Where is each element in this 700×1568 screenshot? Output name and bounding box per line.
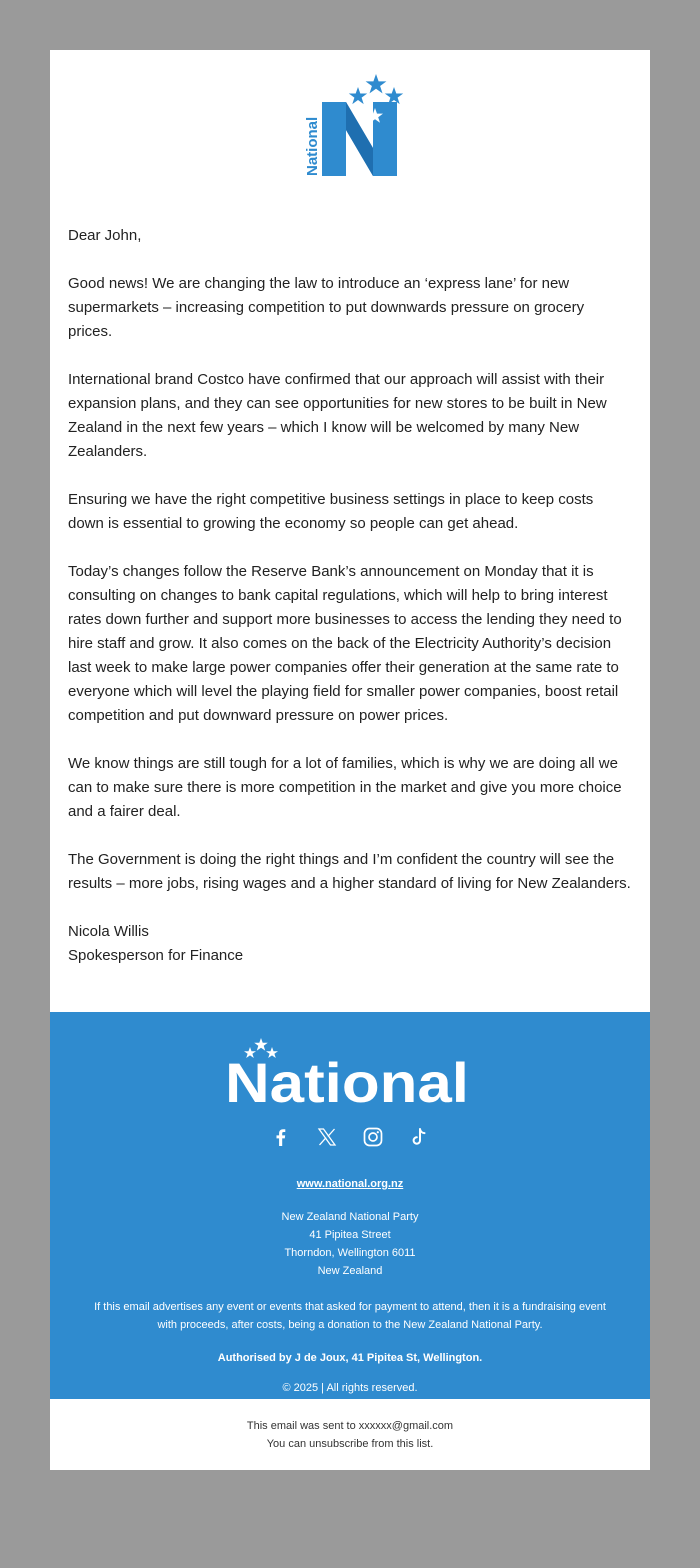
paragraph: We know things are still tough for a lot of families, which is why we are doing all we can to make sure there is more competition in the market and give you more choice and a fairer deal.: [68, 755, 622, 820]
fundraising-notice: If this email advertises any event or events that asked for payment to attend, then it is a fundraising event with proceeds, after costs, being a donation to the New Zealand National Party.: [94, 1301, 606, 1331]
sent-to-text: This email was sent to xxxxxx@gmail.com: [246, 1420, 454, 1432]
header-logo-area: [50, 50, 650, 190]
address-line: 41 Pipitea Street: [309, 1229, 391, 1241]
letter-body: [50, 190, 650, 1012]
paragraph: Today’s changes follow the Reserve Bank’s announcement on Monday that it is consulting on changes to bank capital regulations, which will help to bring interest rates down further and support more businesses to access the lending they need to hire staff and grow. It also comes on the back of the Electricity Authority’s decision last week to make large power companies offer their generation at the same rate to everyone which will level the playing field for smaller power companies, boost retail competition and put downward pressure on power prices.: [68, 563, 622, 724]
footer: [50, 1012, 650, 1399]
authorisation-statement: Authorised by J de Joux, 41 Pipitea St, Wellington.: [217, 1352, 483, 1364]
paragraph: International brand Costco have confirmed that our approach will assist with their expansion plans, and they can see opportunities for new stores to be built in New Zealand in the next few years – which I know will be welcomed by many New Zealanders.: [68, 371, 607, 460]
x-icon[interactable]: [314, 1124, 340, 1150]
tiktok-icon[interactable]: [406, 1124, 432, 1150]
logo-side-text: National: [304, 116, 321, 176]
national-n-logo-icon: [298, 72, 408, 180]
address-line: New Zealand: [317, 1265, 383, 1277]
unsubscribe-link[interactable]: You can unsubscribe from this list.: [266, 1438, 434, 1450]
paragraph: Ensuring we have the right competitive business settings in place to keep costs down is essential to growing the economy so people can get ahead.: [68, 491, 594, 532]
copyright: © 2025 | All rights reserved.: [282, 1382, 418, 1394]
address-line: Thorndon, Wellington 6011: [284, 1247, 416, 1259]
address-line: New Zealand National Party: [281, 1211, 419, 1223]
paragraph: The Government is doing the right things and I’m confident the country will see the results – more jobs, rising wages and a higher standard of living for New Zealanders.: [68, 851, 631, 892]
website-link[interactable]: www.national.org.nz: [296, 1178, 404, 1190]
signoff-title: Spokesperson for Finance: [68, 947, 244, 964]
wordmark-text: National: [225, 1051, 469, 1106]
instagram-icon[interactable]: [360, 1124, 386, 1150]
signoff-name: Nicola Willis: [68, 923, 149, 940]
email-container: [50, 50, 650, 1470]
greeting: Dear John,: [68, 227, 142, 244]
national-wordmark-logo: [225, 1036, 475, 1106]
social-links: [90, 1124, 610, 1150]
paragraph: Good news! We are changing the law to introduce an ‘express lane’ for new supermarkets – increasing competition to put downwards pressure on grocery prices.: [68, 275, 585, 340]
email-meta: [50, 1399, 650, 1470]
facebook-icon[interactable]: [268, 1124, 294, 1150]
postal-address: [90, 1208, 610, 1280]
